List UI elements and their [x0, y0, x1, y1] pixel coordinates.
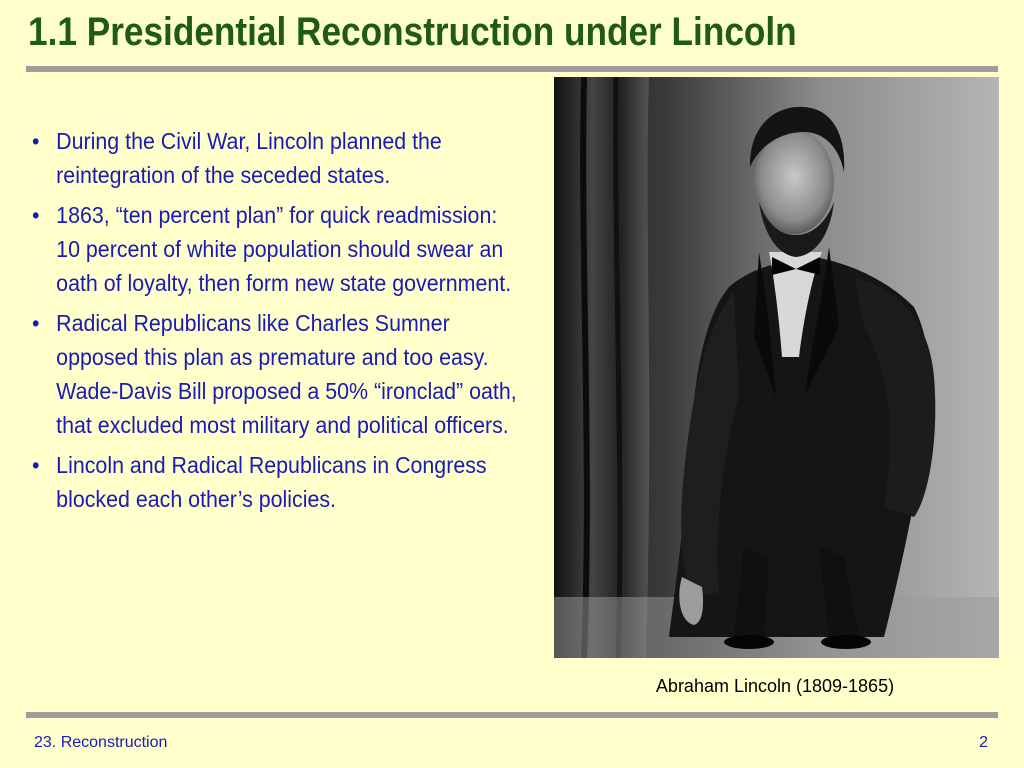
title-divider	[26, 66, 998, 72]
footer-section-label: 23. Reconstruction	[34, 734, 168, 751]
lincoln-portrait-image	[554, 77, 999, 658]
bullet-icon: •	[32, 128, 40, 154]
bullet-item	[32, 448, 521, 516]
bullet-text: 1863, “ten percent plan” for quick readmission: 10 percent of white population should swear an oath of loyalty, then form new state government.	[56, 202, 512, 296]
bullet-text: Lincoln and Radical Republicans in Congress blocked each other’s policies.	[56, 452, 487, 512]
bullet-icon: •	[32, 452, 40, 478]
bullet-item	[32, 198, 521, 300]
footer-divider	[26, 712, 998, 718]
page-number: 2	[979, 734, 988, 751]
bullet-item	[32, 306, 521, 442]
image-caption: Abraham Lincoln (1809-1865)	[655, 676, 895, 696]
slide-title: 1.1 Presidential Reconstruction under Lincoln	[28, 10, 797, 54]
bullet-item	[32, 124, 521, 192]
bullet-text: During the Civil War, Lincoln planned the reintegration of the seceded states.	[56, 128, 442, 188]
bullet-text: Radical Republicans like Charles Sumner opposed this plan as premature and too easy. Wade-Davis Bill proposed a 50% “ironclad” oath, that excluded most military and political officers.	[56, 310, 517, 438]
bullet-list	[32, 124, 517, 522]
bullet-icon: •	[32, 202, 40, 228]
bullet-icon: •	[32, 310, 40, 336]
